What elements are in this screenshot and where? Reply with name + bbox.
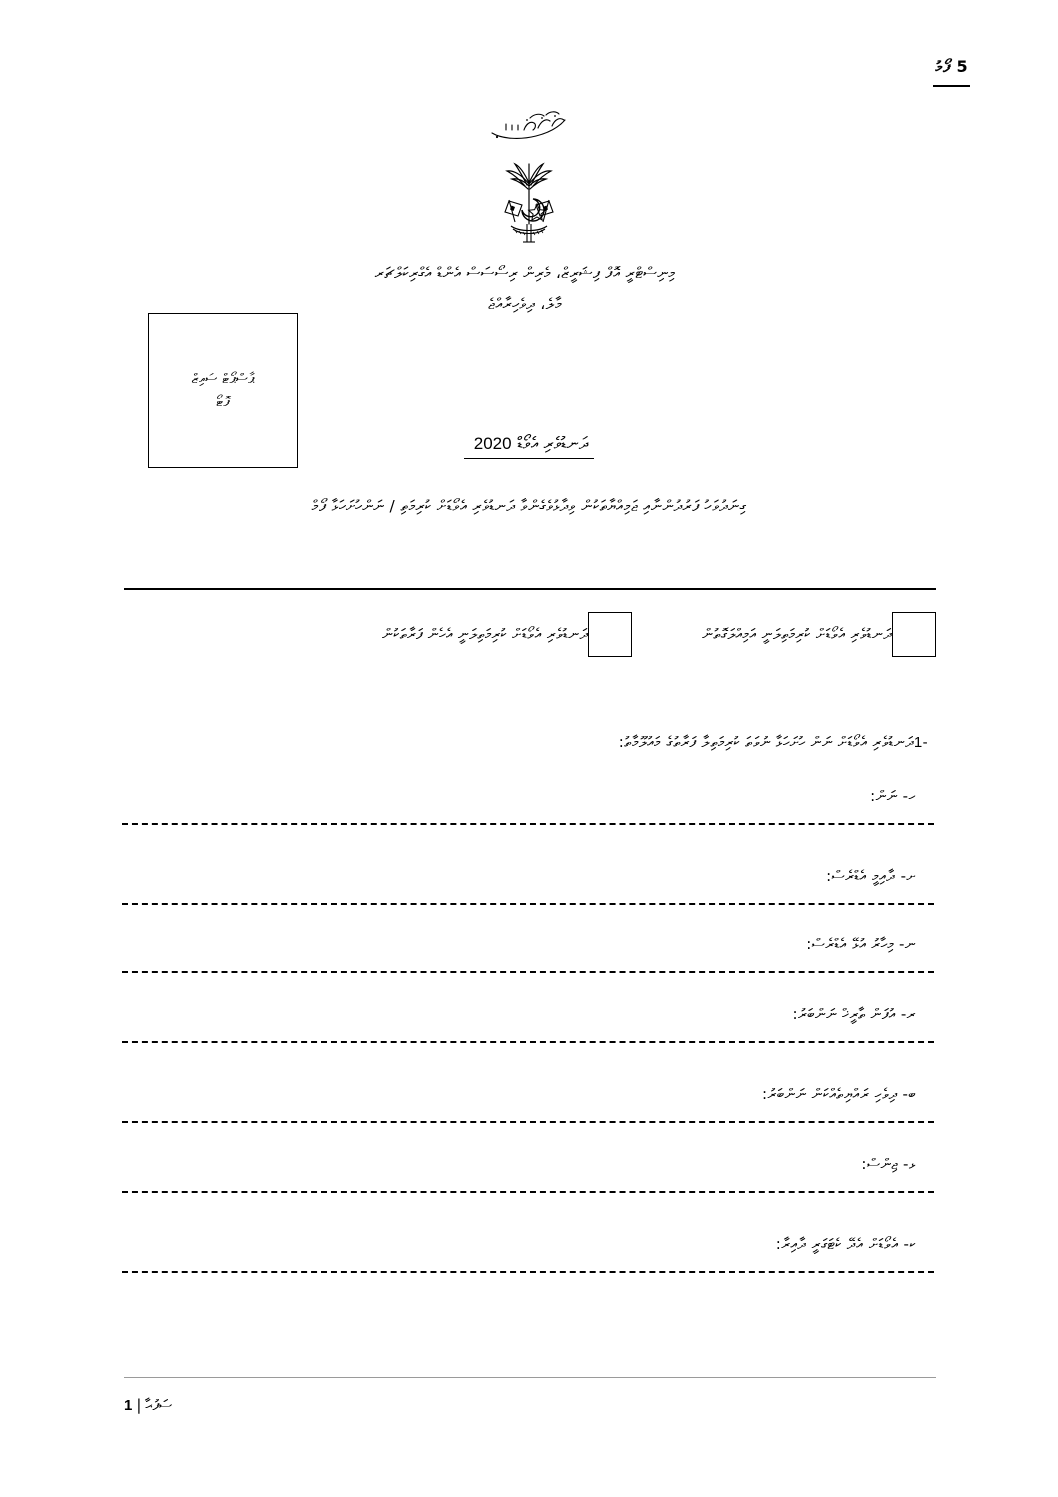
page-title-text: ދަނޑުވެރި އެވޯޑް xyxy=(516,434,589,454)
subitem-award-category-text: އެވޯޑަށް އެދޭ ކެޓަގަރީ ދާއިރާ: xyxy=(775,1235,899,1253)
checkbox-individual[interactable] xyxy=(892,612,936,657)
answer-line-award-category[interactable] xyxy=(122,1271,934,1273)
subitem-name-marker: ހ xyxy=(908,787,916,805)
answer-line-permanent-address[interactable] xyxy=(122,903,934,905)
form-number-label: ފޯމު xyxy=(935,57,951,76)
subitem-current-address xyxy=(122,930,934,973)
question-1-number: 1- xyxy=(913,734,928,751)
footer-page-word: ސަފުޙާ xyxy=(145,1396,173,1414)
authority-line-1: މިނިސްޓްރީ އޮފް ފިޝަރީޒް، މެރިން ރިސޯސަސް އެންޑް އެގްރިކަލްޗަރ xyxy=(374,264,676,282)
subitem-gender-text: ޖިންސް: xyxy=(861,1155,898,1173)
section-divider xyxy=(124,588,936,590)
form-number-digit: 5 xyxy=(956,57,968,76)
photo-box-line-1: ޕާސްޕޯޓް ސައިޒް xyxy=(191,370,255,387)
question-1-text xyxy=(122,728,934,758)
subitem-current-address-label: ނ- މިހާރު އުޅޭ އެޑްރެސް: xyxy=(806,935,916,953)
subitem-name xyxy=(122,782,934,825)
page-title-year: 2020 xyxy=(473,434,512,453)
subitem-gender-label: ޅ- ޖިންސް: xyxy=(861,1155,916,1173)
subitem-id-card-number xyxy=(122,1080,934,1123)
footer-divider xyxy=(124,1377,936,1378)
bismillah-icon xyxy=(0,106,1058,151)
page-title xyxy=(0,434,1058,459)
subitem-id-card-number-marker: ބ xyxy=(908,1085,916,1103)
subitem-permanent-address-text: ދާއިމީ އެޑްރެސް: xyxy=(826,867,896,885)
footer-separator: | xyxy=(136,1396,142,1414)
option-nominate[interactable] xyxy=(368,612,632,657)
authority-line-2: މާލެ، ދިވެހިރާއްޖެ xyxy=(488,295,562,313)
page-subtitle: ގިނަދުވަހު ފަރުދުންނާއި ޖަމިއްޔާތަކުން ވިދާޅުވެގެންވާ ދަނޑުވެރި އެވޯޑަށް ކުރިމަތި / ނަންހުށަހަޅާ ފޯމް xyxy=(311,497,747,515)
subitem-date-of-birth-text: އުފަން ތާރީޚް ނަންބަރު: xyxy=(792,1005,896,1023)
footer xyxy=(124,1396,936,1415)
subitem-permanent-address-marker: ށ xyxy=(906,867,916,885)
subitem-name-text: ނަން: xyxy=(870,787,898,805)
photo-box-line-2: ފޮޓޯ xyxy=(216,393,230,410)
subitem-permanent-address-label: ށ- ދާއިމީ އެޑްރެސް: xyxy=(826,867,916,885)
subitem-current-address-marker: ނ xyxy=(904,935,916,953)
maldives-national-emblem-icon xyxy=(0,160,1058,251)
subitem-gender xyxy=(122,1150,934,1193)
answer-line-date-of-birth[interactable] xyxy=(122,1041,934,1043)
subitem-date-of-birth xyxy=(122,1000,934,1043)
subitem-date-of-birth-marker: ރ xyxy=(906,1005,916,1023)
answer-line-id-card-number[interactable] xyxy=(122,1121,934,1123)
subitem-permanent-address xyxy=(122,862,934,905)
subitem-current-address-text: މިހާރު އުޅޭ އެޑްރެސް: xyxy=(806,935,894,953)
subitem-name-label: ހ- ނަން: xyxy=(870,787,916,805)
question-1 xyxy=(122,728,934,758)
answer-line-gender[interactable] xyxy=(122,1191,934,1193)
subitem-award-category-label: ކ- އެވޯޑަށް އެދޭ ކެޓަގަރީ ދާއިރާ: xyxy=(775,1235,916,1253)
subitem-id-card-number-label: ބ- ދިވެހި ރައްޔިތެއްކަން ނަންބަރު: xyxy=(762,1085,916,1103)
question-1-body: ދަނޑުވެރި އެވޯޑަށް ނަން ހުށަހަޅާ ނުވަތަ ކުރިމަތިލާ ފަރާތުގެ މައުލޫމާތު: xyxy=(618,733,914,751)
application-type-options xyxy=(124,612,936,657)
checkbox-nominate[interactable] xyxy=(588,612,632,657)
issuing-authority xyxy=(110,258,940,320)
footer-page-number: 1 xyxy=(124,1397,133,1414)
form-number-value xyxy=(933,52,970,87)
checkbox-individual-label: ދަނޑުވެރި އެވޯޑަށް ކުރިމަތިލަނީ އަމިއްލަގޮތުން xyxy=(702,625,892,644)
answer-line-name[interactable] xyxy=(122,823,934,825)
option-individual[interactable] xyxy=(688,612,936,657)
checkbox-nominate-label: ދަނޑުވެރި އެވޯޑަށް ކުރިމަތިލަނީ އެހެން ފަރާތަކުން xyxy=(381,625,589,644)
answer-line-current-address[interactable] xyxy=(122,971,934,973)
subitem-award-category xyxy=(122,1230,934,1273)
subitem-gender-marker: ޅ xyxy=(908,1155,916,1173)
subitem-award-category-marker: ކ xyxy=(909,1235,916,1253)
subitem-date-of-birth-label: ރ- އުފަން ތާރީޚް ނަންބަރު: xyxy=(792,1005,916,1023)
subitem-id-card-number-text: ދިވެހި ރައްޔިތެއްކަން ނަންބަރު: xyxy=(762,1085,898,1103)
form-number xyxy=(933,52,970,87)
